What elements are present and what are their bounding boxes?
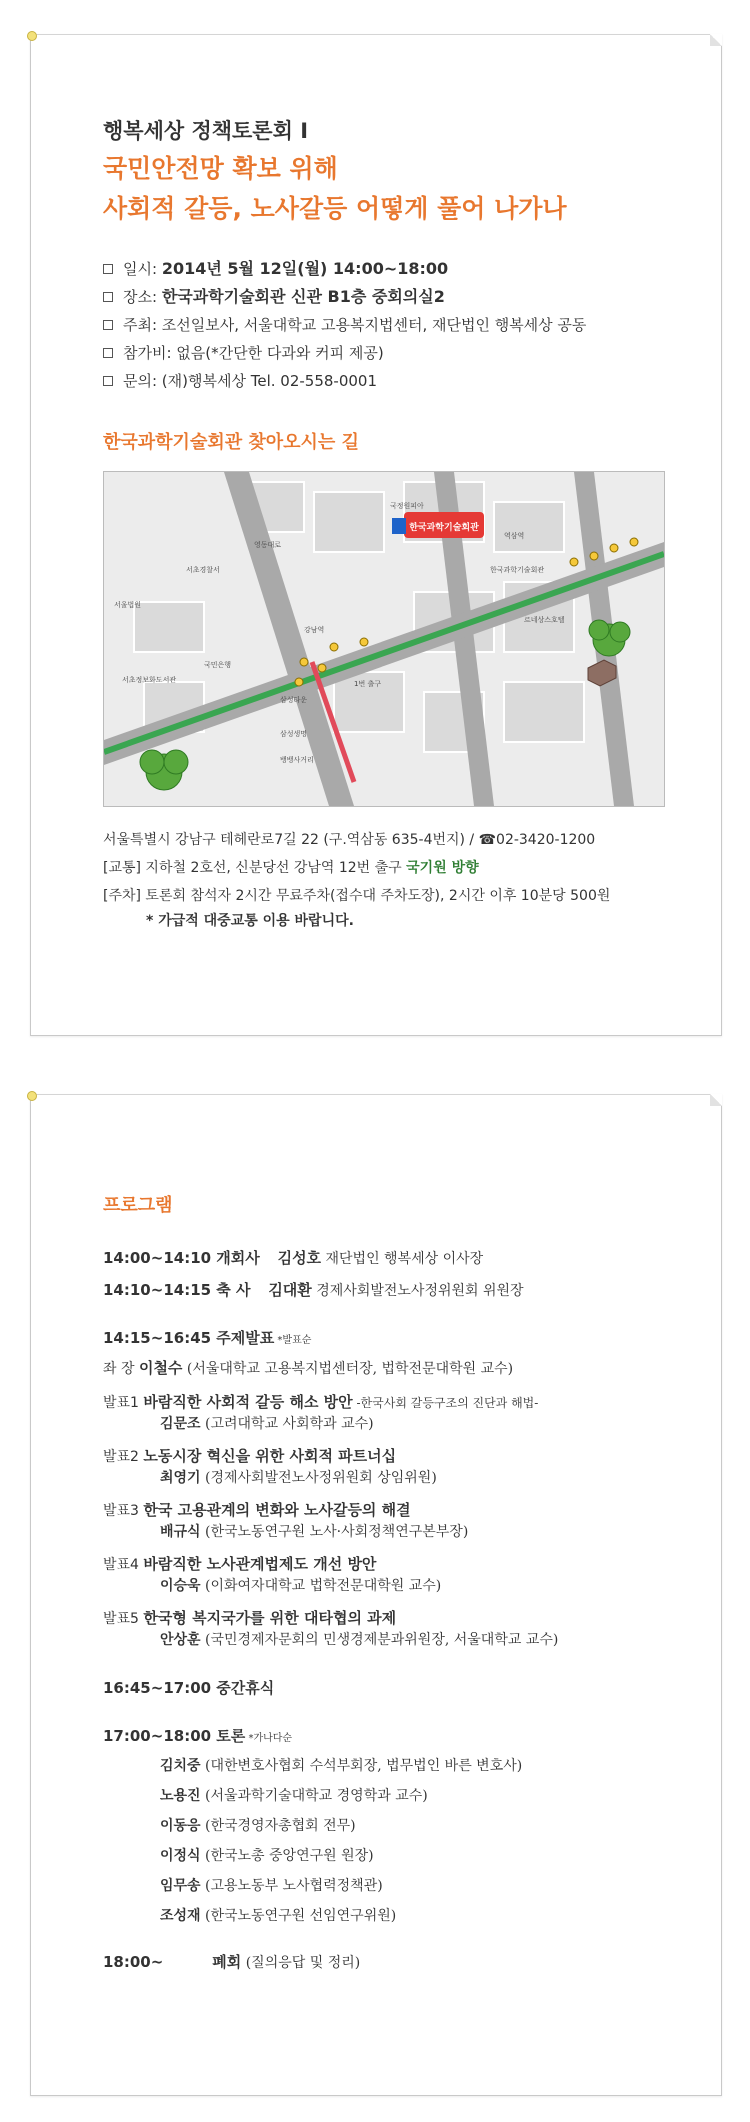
map-label-0: 국정원피아 bbox=[390, 502, 424, 510]
map-label-9: 역삼역 bbox=[504, 532, 525, 540]
talk-4 bbox=[103, 1553, 376, 1574]
panelist bbox=[160, 1785, 428, 1805]
congrats-speaker: 김대환 bbox=[268, 1281, 312, 1299]
talk-1-speaker bbox=[160, 1413, 374, 1433]
congrats-role: 경제사회발전노사정위원회 위원장 bbox=[311, 1283, 524, 1299]
panelist-name: 김치중 bbox=[160, 1758, 201, 1774]
opening-role: 재단법인 행복세상 이사장 bbox=[321, 1251, 484, 1267]
info-contact bbox=[103, 367, 703, 395]
pin-icon bbox=[27, 1091, 37, 1101]
event-series: 행복세상 정책토론회 Ⅰ bbox=[103, 119, 309, 143]
talk-speaker: 김문조 bbox=[160, 1416, 201, 1432]
closing-label: 폐회 bbox=[212, 1953, 242, 1971]
transit-note: * 가급적 대중교통 이용 바랍니다. bbox=[146, 913, 354, 929]
panelist-affiliation: (고용노동부 노사협력정책관) bbox=[200, 1878, 383, 1894]
info-fee-text: 참가비: 없음(*간단한 다과와 커피 제공) bbox=[123, 344, 384, 362]
talk-2-speaker bbox=[160, 1467, 437, 1487]
talk-affiliation: (국민경제자문회의 민생경제분과위원장, 서울대학교 교수) bbox=[200, 1632, 559, 1648]
square-bullet-icon bbox=[103, 320, 113, 330]
panelist bbox=[160, 1845, 374, 1865]
flyer-page-info bbox=[30, 34, 722, 1036]
talk-4-speaker bbox=[160, 1575, 441, 1595]
keynote-note: *발표순 bbox=[274, 1335, 312, 1346]
event-info-list bbox=[103, 255, 703, 395]
program-congrats bbox=[103, 1279, 524, 1300]
program-closing bbox=[103, 1951, 360, 1972]
talk-title: 바람직한 노사관계법제도 개선 방안 bbox=[143, 1555, 377, 1573]
keynote-time: 14:15~16:45 주제발표 bbox=[103, 1329, 275, 1347]
panelist bbox=[160, 1815, 356, 1835]
info-date-label: 일시: bbox=[123, 260, 162, 278]
transit-line bbox=[103, 857, 479, 877]
event-title-line2: 사회적 갈등, 노사갈등 어떻게 풀어 나가나 bbox=[103, 194, 567, 223]
panelist-name: 임무송 bbox=[160, 1878, 201, 1894]
chair-name: 이철수 bbox=[138, 1359, 183, 1377]
map-label-11: 뱅뱅사거리 bbox=[280, 756, 314, 764]
talk-number: 발표5 bbox=[103, 1611, 144, 1627]
break-text: 16:45~17:00 중간휴식 bbox=[103, 1679, 275, 1697]
panelist-affiliation: (대한변호사협회 수석부회장, 법무법인 바른 변호사) bbox=[200, 1758, 523, 1774]
info-place bbox=[103, 283, 703, 311]
map-label-10: 강남역 bbox=[304, 626, 325, 634]
talk-1 bbox=[103, 1391, 538, 1412]
map-label-13: 1번 출구 bbox=[354, 680, 381, 688]
map-heading: 한국과학기술회관 찾아오시는 길 bbox=[103, 432, 359, 453]
talk-number: 발표2 bbox=[103, 1449, 144, 1465]
map-label-6: 국민은행 bbox=[204, 661, 232, 669]
panelist-affiliation: (한국노총 중앙연구원 원장) bbox=[200, 1848, 374, 1864]
info-place-label: 장소: bbox=[123, 288, 162, 306]
map-illustration bbox=[104, 472, 664, 806]
address-line: 서울특별시 강남구 테헤란로7길 22 (구.역삼동 635-4번지) / ☎02-3420-1200 bbox=[103, 832, 596, 848]
program-discussion bbox=[103, 1725, 292, 1746]
panelist bbox=[160, 1875, 383, 1895]
map-label-3: 서울법원 bbox=[114, 601, 142, 609]
info-host-text: 주최: 조선일보사, 서울대학교 고용복지법센터, 재단법인 행복세상 공동 bbox=[123, 316, 587, 334]
closing-time: 18:00~ bbox=[103, 1953, 164, 1971]
talk-title: 노동시장 혁신을 위한 사회적 파트너십 bbox=[143, 1447, 397, 1465]
panelist-name: 노용진 bbox=[160, 1788, 201, 1804]
panelist-affiliation: (서울과학기술대학교 경영학과 교수) bbox=[200, 1788, 428, 1804]
program-break bbox=[103, 1677, 274, 1698]
talk-subtitle: -한국사회 갈등구조의 진단과 해법- bbox=[352, 1396, 539, 1410]
square-bullet-icon bbox=[103, 376, 113, 386]
talk-number: 발표1 bbox=[103, 1395, 144, 1411]
info-host bbox=[103, 311, 703, 339]
talk-title: 바람직한 사회적 갈등 해소 방안 bbox=[143, 1393, 353, 1411]
square-bullet-icon bbox=[103, 348, 113, 358]
panelist-name: 조성재 bbox=[160, 1908, 201, 1924]
map-label-7: 삼성타운 bbox=[280, 696, 308, 704]
talk-speaker: 안상훈 bbox=[160, 1632, 201, 1648]
panelist-name: 이동응 bbox=[160, 1818, 201, 1834]
panelist bbox=[160, 1755, 522, 1775]
program-opening bbox=[103, 1247, 483, 1268]
square-bullet-icon bbox=[103, 264, 113, 274]
congrats-time: 14:10~14:15 축 사 bbox=[103, 1281, 251, 1299]
page-corner-fold bbox=[710, 1094, 722, 1106]
flyer-page-program bbox=[30, 1094, 722, 2096]
transit-text: [교통] 지하철 2호선, 신분당선 강남역 12번 출구 bbox=[103, 860, 407, 876]
map-label-8: 삼성생명 bbox=[280, 730, 308, 738]
map-label-4: 서초경찰서 bbox=[186, 566, 220, 574]
talk-affiliation: (고려대학교 사회학과 교수) bbox=[200, 1416, 374, 1432]
talk-3-speaker bbox=[160, 1521, 468, 1541]
info-fee bbox=[103, 339, 703, 367]
program-chair bbox=[103, 1357, 513, 1378]
venue-marker-label: 한국과학기술회관 bbox=[409, 523, 479, 533]
discussion-time: 17:00~18:00 토론 bbox=[103, 1727, 246, 1745]
chair-label: 좌 장 bbox=[103, 1361, 139, 1377]
talk-speaker: 배규식 bbox=[160, 1524, 201, 1540]
chair-role: (서울대학교 고용복지법센터장, 법학전문대학원 교수) bbox=[182, 1361, 514, 1377]
map-label-2: 한국과학기술회관 bbox=[490, 566, 545, 574]
transit-highlight: 국기원 방향 bbox=[406, 860, 479, 876]
talk-number: 발표4 bbox=[103, 1557, 144, 1573]
pin-icon bbox=[27, 31, 37, 41]
talk-speaker: 최영기 bbox=[160, 1470, 201, 1486]
map-label-1: 영동대로 bbox=[254, 541, 282, 549]
square-bullet-icon bbox=[103, 292, 113, 302]
info-date bbox=[103, 255, 703, 283]
info-place-value: 한국과학기술회관 신관 B1층 중회의실2 bbox=[161, 287, 445, 306]
parking-line: [주차] 토론회 참석자 2시간 무료주차(접수대 주차도장), 2시간 이후 10분당 500원 bbox=[103, 888, 611, 904]
talk-number: 발표3 bbox=[103, 1503, 144, 1519]
talk-5 bbox=[103, 1607, 396, 1628]
talk-2 bbox=[103, 1445, 396, 1466]
panelist-affiliation: (한국노동연구원 선임연구위원) bbox=[200, 1908, 397, 1924]
closing-note: (질의응답 및 정리) bbox=[241, 1955, 361, 1971]
opening-time: 14:00~14:10 개회사 bbox=[103, 1249, 260, 1267]
talk-affiliation: (이화여자대학교 법학전문대학원 교수) bbox=[200, 1578, 442, 1594]
program-keynote bbox=[103, 1327, 311, 1348]
map-label-5: 서초정보화도서관 bbox=[122, 676, 177, 684]
location-map bbox=[103, 471, 665, 807]
talk-affiliation: (경제사회발전노사정위원회 상임위원) bbox=[200, 1470, 437, 1486]
panelist-name: 이정식 bbox=[160, 1848, 201, 1864]
info-contact-text: 문의: (재)행복세상 Tel. 02-558-0001 bbox=[123, 372, 377, 390]
map-label-12: 르네상스호텔 bbox=[524, 616, 565, 624]
info-date-value: 2014년 5월 12일(월) 14:00~18:00 bbox=[161, 259, 449, 278]
program-heading: 프로그램 bbox=[103, 1195, 173, 1216]
discussion-note: *가나다순 bbox=[245, 1733, 293, 1744]
talk-title: 한국 고용관계의 변화와 노사갈등의 해결 bbox=[143, 1501, 411, 1519]
talk-affiliation: (한국노동연구원 노사·사회정책연구본부장) bbox=[200, 1524, 469, 1540]
talk-speaker: 이승욱 bbox=[160, 1578, 201, 1594]
talk-3 bbox=[103, 1499, 411, 1520]
page-corner-fold bbox=[710, 34, 722, 46]
opening-speaker: 김성호 bbox=[277, 1249, 322, 1267]
panelist-affiliation: (한국경영자총협회 전무) bbox=[200, 1818, 356, 1834]
panelist bbox=[160, 1905, 396, 1925]
event-title-line1: 국민안전망 확보 위해 bbox=[103, 154, 338, 183]
talk-title: 한국형 복지국가를 위한 대타협의 과제 bbox=[143, 1609, 397, 1627]
talk-5-speaker bbox=[160, 1629, 558, 1649]
